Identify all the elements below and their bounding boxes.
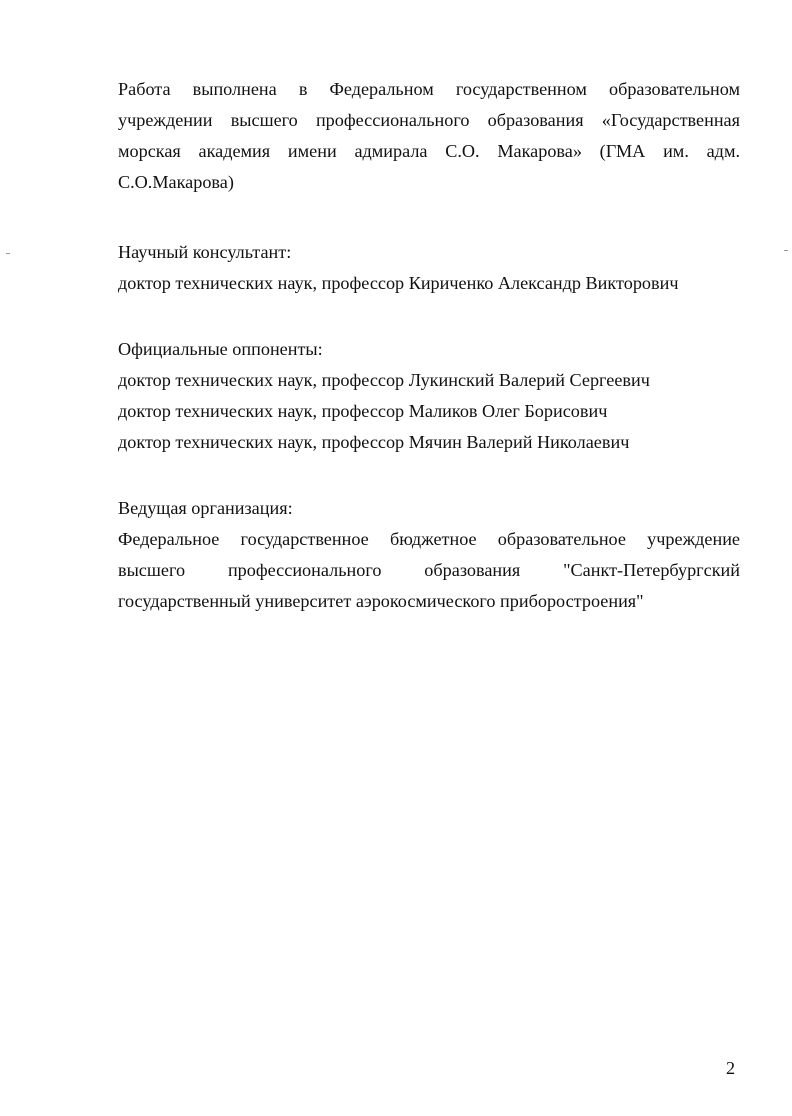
scan-mark-left [6,253,10,254]
consultant-person: доктор технических наук, профессор Кириченко Александр Викторович [118,273,679,293]
intro-paragraph [118,74,740,198]
leading-organization-line: Федеральное государственное бюджетное образовательное учреждение [118,529,740,549]
intro-line: учреждении высшего профессионального образования «Государственная [118,110,740,130]
intro-line: С.О.Макарова) [118,172,234,192]
leading-organization-line: высшего профессионального образования "Санкт-Петербургский [118,560,740,580]
intro-line: морская академия имени адмирала С.О. Макарова» (ГМА им. адм. [118,141,740,161]
consultant-section [118,237,740,299]
leading-organization-section [118,493,740,617]
opponent-item: доктор технических наук, профессор Лукинский Валерий Сергеевич [118,370,650,390]
opponents-section [118,334,740,458]
opponent-item: доктор технических наук, профессор Маликов Олег Борисович [118,401,608,421]
opponent-item: доктор технических наук, профессор Мячин Валерий Николаевич [118,432,630,452]
leading-organization-heading: Ведущая организация: [118,498,293,518]
consultant-heading: Научный консультант: [118,242,292,262]
leading-organization-line: государственный университет аэрокосмического приборостроения" [118,591,644,611]
opponents-heading: Официальные оппоненты: [118,339,323,359]
intro-line: Работа выполнена в Федеральном государственном образовательном [118,79,740,99]
page-number: 2 [726,1058,736,1078]
scan-mark-right [784,250,788,251]
